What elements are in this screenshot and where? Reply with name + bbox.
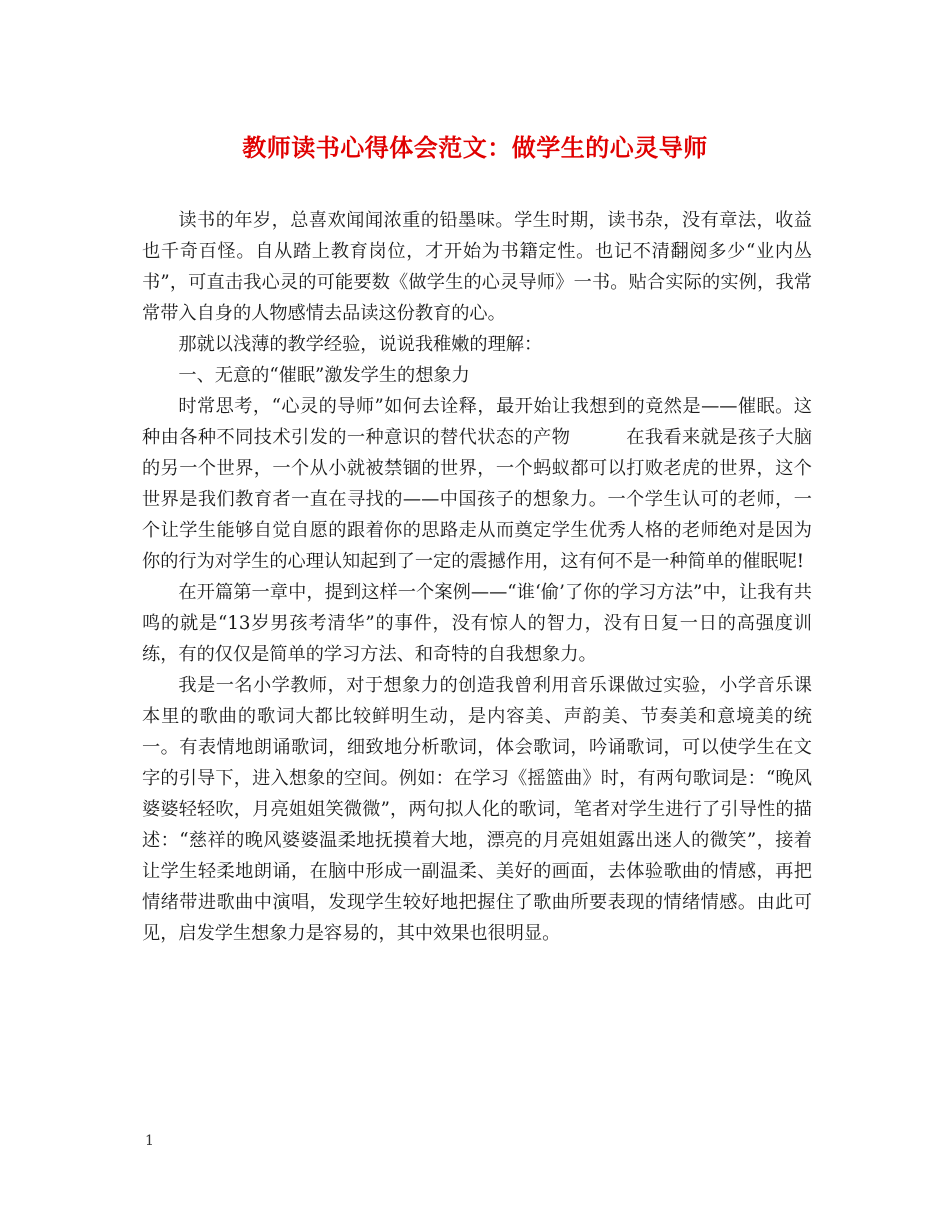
paragraph-music-class: 我是一名小学教师，对于想象力的创造我曾利用音乐课做过实验，小学音乐课本里的歌曲的歌词大都比较鲜明生动，是内容美、声韵美、节奏美和意境美的统一。有表情地朗诵歌词，细致地分析歌词，体会歌词，吟诵歌词，可以使学生在文字的引导下，进入想象的空间。例如：在学习《摇篮曲》时，有两句歌词是：“晚风婆婆轻轻吹，月亮姐姐笑微微”，两句拟人化的歌词，笔者对学生进行了引导性的描述：“慈祥的晚风婆婆温柔地抚摸着大地，漂亮的月亮姐姐露出迷人的微笑”，接着让学生轻柔地朗诵，在脑中形成一副温柔、美好的画面，去体验歌曲的情感，再把情绪带进歌曲中演唱，发现学生较好地把握住了歌曲所要表现的情绪情感。由此可见，启发学生想象力是容易的，其中效果也很明显。: [142, 675, 812, 944]
document-title: 教师读书心得体会范文：做学生的心灵导师: [242, 134, 708, 162]
paragraph-hypnosis: 时常思考，“心灵的导师”如何去诠释，最开始让我想到的竟然是——催眠。这种由各种不同技术引发的一种意识的替代状态的产物 在我看来就是孩子大脑的另一个世界，一个从小就被禁锢的世界，一个蚂蚁都可以打败老虎的世界，这个世界是我们教育者一直在寻找的——中国孩子的想象力。一个学生认可的老师，一个让学生能够自觉自愿的跟着你的思路走从而奠定学生优秀人格的老师绝对是因为你的行为对学生的心理认知起到了一定的震撼作用，这有何不是一种简单的催眠呢!: [142, 396, 812, 572]
paragraph-lead-in: 那就以浅薄的教学经验，说说我稚嫩的理解：: [178, 334, 543, 355]
document-body: [142, 205, 812, 949]
paragraph-intro: 读书的年岁，总喜欢闻闻浓重的铅墨味。学生时期，读书杂，没有章法，收益也千奇百怪。自从踏上教育岗位，才开始为书籍定性。也记不清翻阅多少“业内丛书”，可直击我心灵的可能要数《做学生的心灵导师》一书。贴合实际的实例，我常常带入自身的人物感情去品读这份教育的心。: [142, 210, 812, 324]
page-number: 1: [145, 1133, 154, 1149]
section-heading-1: 一、无意的“催眠”激发学生的想象力: [178, 365, 470, 386]
paragraph-case-study: 在开篇第一章中，提到这样一个案例——“谁‘偷’了你的学习方法”中，让我有共鸣的就是“13岁男孩考清华”的事件，没有惊人的智力，没有日复一日的高强度训练，有的仅仅是简单的学习方法、和奇特的自我想象力。: [142, 582, 812, 665]
